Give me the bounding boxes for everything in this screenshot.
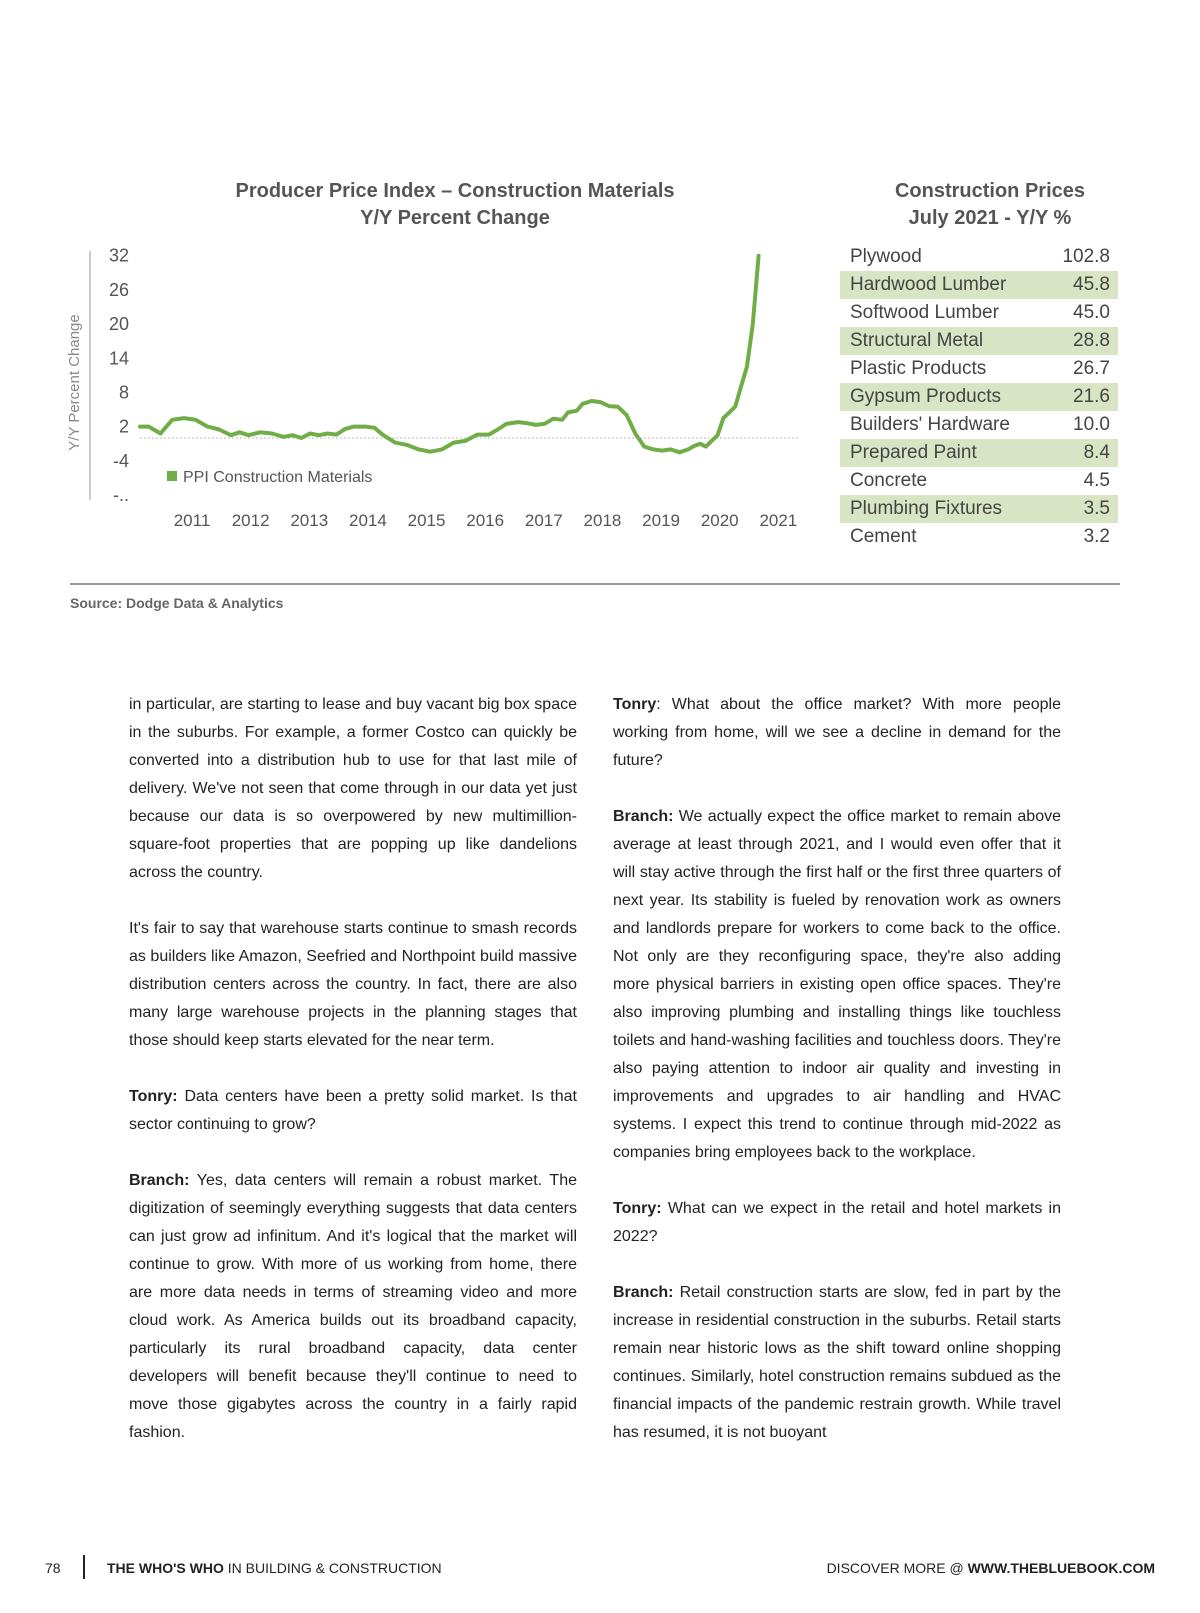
price-row-value: 8.4	[1083, 442, 1110, 463]
price-row-label: Concrete	[850, 470, 928, 491]
data-point	[259, 432, 261, 434]
y-axis-title: Y/Y Percent Change	[66, 314, 83, 451]
data-point	[488, 434, 490, 436]
data-point	[271, 433, 273, 435]
price-row-value: 3.5	[1083, 498, 1110, 519]
divider-rule	[70, 583, 1120, 585]
legend-swatch	[167, 471, 177, 481]
price-table	[840, 243, 1118, 551]
data-point	[418, 449, 420, 451]
price-row-label: Builders' Hardware	[850, 414, 1010, 435]
discover-label: DISCOVER MORE @	[826, 1560, 968, 1576]
data-point	[693, 445, 695, 447]
y-tick-label: 2	[118, 416, 129, 437]
y-tick-label: 26	[108, 279, 129, 300]
data-point	[576, 410, 578, 412]
speaker-name: Branch:	[613, 808, 674, 825]
data-point	[608, 405, 610, 407]
legend-label: PPI Construction Materials	[183, 469, 373, 486]
footer-divider	[83, 1555, 85, 1579]
data-point	[383, 434, 385, 436]
x-tick-label: 2012	[231, 511, 270, 530]
paragraph: It's fair to say that warehouse starts continue to smash records as builders like Amazon, Seefried and Northpoint build massive distribution centers across the country. In fact, there are also many large warehouse projects in the planning stages that those should keep starts elevated for the near term.	[129, 920, 577, 1049]
data-point	[711, 440, 713, 442]
price-row-label: Hardwood Lumber	[850, 274, 1007, 295]
data-point	[195, 419, 197, 421]
discover-more	[827, 1560, 1155, 1576]
data-point	[318, 434, 320, 436]
speaker-name: Tonry	[613, 696, 657, 713]
data-point	[670, 449, 672, 451]
price-row	[840, 299, 1118, 327]
data-point	[635, 433, 637, 435]
data-point	[239, 432, 241, 434]
data-point	[336, 434, 338, 436]
data-point	[183, 417, 185, 419]
article-column-right	[613, 691, 1061, 1475]
paragraph	[613, 691, 1061, 775]
data-point	[327, 433, 329, 435]
article-column-left	[129, 691, 577, 1475]
price-row-value: 102.8	[1062, 246, 1110, 267]
data-point	[344, 428, 346, 430]
x-tick-label: 2021	[759, 511, 798, 530]
paragraph-text: What can we expect in the retail and hotel markets in 2022?	[613, 1200, 1061, 1245]
ppi-line-chart	[55, 240, 800, 550]
x-tick-label: 2011	[173, 511, 211, 530]
price-row-value: 3.2	[1083, 526, 1110, 547]
data-point	[453, 442, 455, 444]
paragraph	[129, 1083, 577, 1139]
data-point	[526, 422, 528, 424]
data-point	[301, 437, 303, 439]
x-tick-label: 2019	[642, 511, 681, 530]
data-point	[207, 426, 209, 428]
price-row	[840, 523, 1118, 551]
chart-title	[190, 178, 720, 232]
price-row-label: Softwood Lumber	[850, 302, 999, 323]
data-point	[430, 451, 432, 453]
x-tick-label: 2015	[407, 511, 446, 530]
publication-name-bold: THE WHO'S WHO	[107, 1560, 224, 1576]
data-point	[148, 426, 150, 428]
data-point	[394, 442, 396, 444]
price-row-label: Plastic Products	[850, 358, 987, 379]
x-tick-label: 2020	[700, 511, 739, 530]
x-tick-label: 2016	[466, 511, 505, 530]
price-row-label: Gypsum Products	[850, 386, 1001, 407]
data-point	[591, 400, 593, 402]
data-point	[661, 450, 663, 452]
data-point	[600, 401, 602, 403]
paragraph-text: We actually expect the office market to remain above average at least through 2021, and I would even offer that it will stay active through the first half or the first three quarters of next year. Its stability is fueled by renovation work as owners and landlords prepare for workers to come back to the office. Not only are they reconfiguring space, they're also adding more physical barriers in existing open office spaces. They're also improving plumbing and installing things like touchless toilets and hand-washing facilities and touchless doors. They're also paying attention to indoor air quality and investing in improvements and upgrades to air handling and HVAC systems. I expect this trend to continue through mid-2022 as companies bring employees back to the workplace.	[613, 808, 1061, 1161]
data-point	[441, 449, 443, 451]
data-point	[617, 406, 619, 408]
data-point	[687, 449, 689, 451]
paragraph	[613, 1195, 1061, 1251]
x-tick-label: 2018	[583, 511, 622, 530]
page-number: 78	[45, 1560, 61, 1576]
data-point	[734, 406, 736, 408]
data-point	[740, 386, 742, 388]
source-note: Source: Dodge Data & Analytics	[70, 595, 284, 611]
data-point	[758, 255, 760, 257]
price-row-label: Plumbing Fixtures	[850, 498, 1003, 519]
price-row	[840, 327, 1118, 355]
paragraph-text: : What about the office market? With more people working from home, will we see a decline in demand for the future?	[613, 696, 1061, 769]
y-tick-label: 14	[108, 348, 129, 369]
data-point	[374, 427, 376, 429]
price-table-title	[840, 178, 1140, 232]
price-row-value: 21.6	[1073, 386, 1110, 407]
data-point	[626, 414, 628, 416]
website-link[interactable]: WWW.THEBLUEBOOK.COM	[967, 1560, 1155, 1576]
data-point	[561, 419, 563, 421]
paragraph-text: Retail construction starts are slow, fed in part by the increase in residential construction in the suburbs. Retail starts remain near historic lows as the shift toward online shopping continues. Similarly, hotel construction remains subdued as the financial impacts of the pandemic restrain growth. While travel has resumed, it is not buoyant	[613, 1284, 1061, 1441]
x-tick-label: 2017	[524, 511, 563, 530]
data-point	[353, 426, 355, 428]
data-point	[171, 419, 173, 421]
chart-title-line1: Producer Price Index – Construction Materials	[235, 180, 675, 202]
data-point	[567, 412, 569, 414]
price-row-label: Plywood	[850, 246, 922, 267]
data-point	[309, 433, 311, 435]
data-point	[230, 434, 232, 436]
series-line-ppi	[140, 256, 759, 453]
price-row-label: Cement	[850, 526, 917, 547]
publication-name	[107, 1560, 442, 1576]
data-point	[717, 434, 719, 436]
price-table-title-line1: Construction Prices	[894, 180, 1086, 202]
y-tick-label: -4	[112, 450, 129, 471]
data-point	[406, 444, 408, 446]
paragraph	[129, 1167, 577, 1447]
data-point	[218, 429, 220, 431]
price-row-value: 26.7	[1073, 358, 1110, 379]
price-row	[840, 495, 1118, 523]
y-tick-label: 8	[118, 382, 129, 403]
data-point	[160, 433, 162, 435]
publication-name-rest: IN BUILDING & CONSTRUCTION	[223, 1560, 442, 1576]
data-point	[746, 366, 748, 368]
price-row-label: Prepared Paint	[850, 442, 977, 463]
price-row	[840, 467, 1118, 495]
data-point	[582, 403, 584, 405]
data-point	[139, 426, 141, 428]
data-point	[752, 323, 754, 325]
price-row-value: 10.0	[1073, 414, 1110, 435]
speaker-name: Branch:	[613, 1284, 674, 1301]
data-point	[723, 417, 725, 419]
price-row-value: 28.8	[1073, 330, 1110, 351]
paragraph-text: Data centers have been a pretty solid market. Is that sector continuing to grow?	[129, 1088, 577, 1133]
y-tick-label: 20	[108, 314, 129, 335]
data-point	[292, 434, 294, 436]
price-row-value: 45.8	[1073, 274, 1110, 295]
paragraph	[613, 803, 1061, 1167]
data-point	[517, 421, 519, 423]
paragraph	[613, 1279, 1061, 1447]
speaker-name: Tonry:	[613, 1200, 662, 1217]
x-tick-label: 2013	[290, 511, 329, 530]
data-point	[652, 449, 654, 451]
speaker-name: Branch:	[129, 1172, 190, 1189]
speaker-name: Tonry:	[129, 1088, 178, 1105]
data-point	[506, 423, 508, 425]
price-row-label: Structural Metal	[850, 330, 984, 351]
x-tick-label: 2014	[348, 511, 387, 530]
paragraph-text: Yes, data centers will remain a robust market. The digitization of seemingly everything suggests that data centers can just grow ad infinitum. And it's logical that the market will continue to grow. With more of us working from home, there are more data needs in terms of streaming video and more cloud work. As America builds out its broadband capacity, particularly its rural broadband capacity, data center developers will benefit because they'll continue to need to move those gigabytes across the country in a fairly rapid fashion.	[129, 1172, 577, 1441]
price-row	[840, 271, 1118, 299]
data-point	[283, 436, 285, 438]
data-point	[699, 443, 701, 445]
price-row	[840, 355, 1118, 383]
data-point	[248, 434, 250, 436]
data-point	[465, 440, 467, 442]
price-row-value: 4.5	[1083, 470, 1110, 491]
chart-title-line2: Y/Y Percent Change	[360, 207, 550, 229]
data-point	[679, 452, 681, 454]
data-point	[553, 418, 555, 420]
data-point	[497, 429, 499, 431]
data-point	[476, 434, 478, 436]
price-table-title-line2: July 2021 - Y/Y %	[908, 207, 1072, 229]
price-row	[840, 383, 1118, 411]
data-point	[544, 423, 546, 425]
price-row	[840, 439, 1118, 467]
data-point	[644, 446, 646, 448]
data-point	[705, 446, 707, 448]
data-point	[729, 412, 731, 414]
paragraph: in particular, are starting to lease and buy vacant big box space in the suburbs. For example, a former Costco can quickly be converted into a distribution hub to use for that last mile of delivery. We've not seen that come through in our data yet just because our data is so overpowered by new multimillion-square-foot properties that are popping up like dandelions across the country.	[129, 696, 577, 881]
y-tick-label: -..	[113, 485, 129, 505]
price-row	[840, 411, 1118, 439]
price-row-value: 45.0	[1073, 302, 1110, 323]
price-row	[840, 243, 1118, 271]
data-point	[365, 426, 367, 428]
data-point	[535, 424, 537, 426]
y-tick-label: 32	[108, 245, 129, 266]
